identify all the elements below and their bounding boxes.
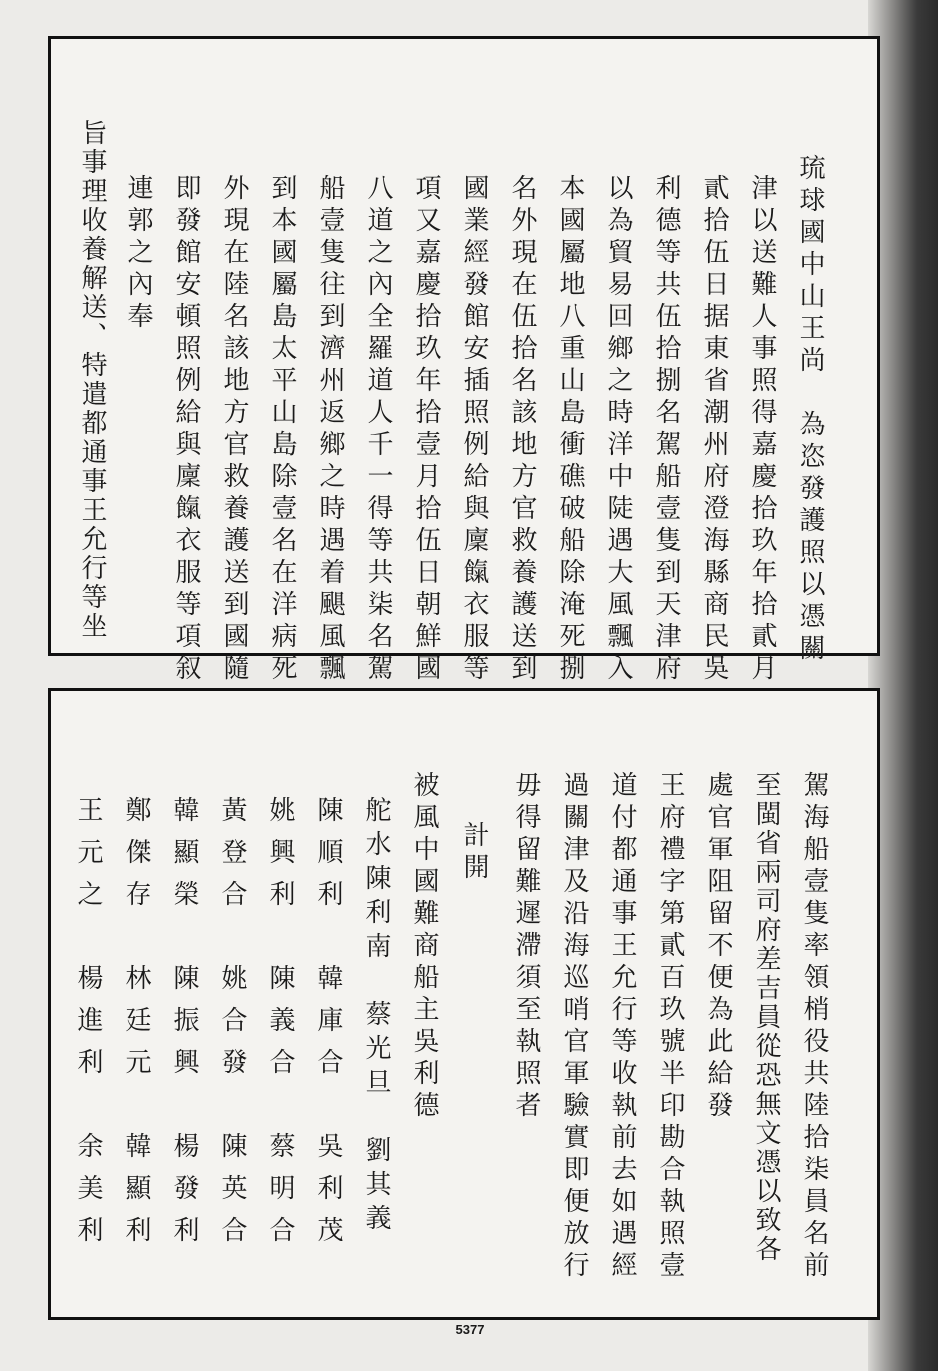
text-column: 即發館安頓照例給與廩餼衣服等項叙 xyxy=(171,174,201,686)
text-column: 貳拾伍日据東省潮州府澄海縣商民吳 xyxy=(699,174,729,686)
text-column: 駕海船壹隻率領梢役共陸拾柒員名前 xyxy=(799,771,829,1283)
text-column: 八道之內全羅道人千一得等共柒名駕 xyxy=(363,174,393,686)
name-list-column: 陳順利 韓庫合 吳利茂 xyxy=(313,796,343,1258)
text-column: 處官軍阻留不便為此給發 xyxy=(703,771,733,1123)
text-column: 被風中國難商船主吳利德 xyxy=(409,771,439,1123)
text-column: 毋得留難遲滯須至執照者 xyxy=(511,771,541,1123)
text-column: 項又嘉慶拾玖年拾壹月拾伍日朝鮮國 xyxy=(411,174,441,686)
name-list-column: 姚興利 陳義合 蔡明合 xyxy=(265,796,295,1258)
text-column: 本國屬地八重山島衝礁破船除淹死捌 xyxy=(555,174,585,686)
text-column: 名外現在伍拾名該地方官救養護送到 xyxy=(507,174,537,686)
text-column: 連郭之內奉 xyxy=(123,174,153,334)
text-column: 以為貿易回鄉之時洋中陡遇大風飄入 xyxy=(603,174,633,686)
text-column: 王府禮字第貳百玖號半印勘合執照壹 xyxy=(655,771,685,1283)
text-column: 過關津及沿海巡哨官軍驗實即便放行 xyxy=(559,771,589,1283)
text-column: 至閩省兩司府差吉員從恐無文憑以致各 xyxy=(751,771,781,1264)
document-panel-bottom xyxy=(48,688,880,1320)
text-column: 津以送難人事照得嘉慶拾玖年拾貳月 xyxy=(747,174,777,686)
name-list-column: 鄭傑存 林廷元 韓顯利 xyxy=(121,796,151,1258)
name-list-column: 舵水陳利南 蔡光旦 劉其義 xyxy=(361,796,391,1238)
page-number: 5377 xyxy=(455,1322,485,1337)
text-column: 琉球國中山王尚 為恣發護照以憑關 xyxy=(795,154,825,666)
text-column: 道付都通事王允行等收執前去如遇經 xyxy=(607,771,637,1283)
text-column: 利德等共伍拾捌名駕船壹隻到天津府 xyxy=(651,174,681,686)
document-panel-top xyxy=(48,36,880,686)
text-column: 旨事理收養解送、特遣都通事王允行等坐 xyxy=(77,119,107,641)
name-list-column: 韓顯榮 陳振興 楊發利 xyxy=(169,796,199,1258)
text-column: 到本國屬島太平山島除壹名在洋病死 xyxy=(267,174,297,686)
name-list-column: 王元之 楊進利 余美利 xyxy=(73,796,103,1258)
section-heading: 計開 xyxy=(459,821,489,885)
name-list-column: 黃登合 姚合發 陳英合 xyxy=(217,796,247,1258)
text-column: 外現在陸名該地方官救養護送到國隨 xyxy=(219,174,249,686)
text-column: 國業經發館安插照例給與廩餼衣服等 xyxy=(459,174,489,686)
text-column: 船壹隻往到濟州返鄉之時遇着颶風飄 xyxy=(315,174,345,686)
